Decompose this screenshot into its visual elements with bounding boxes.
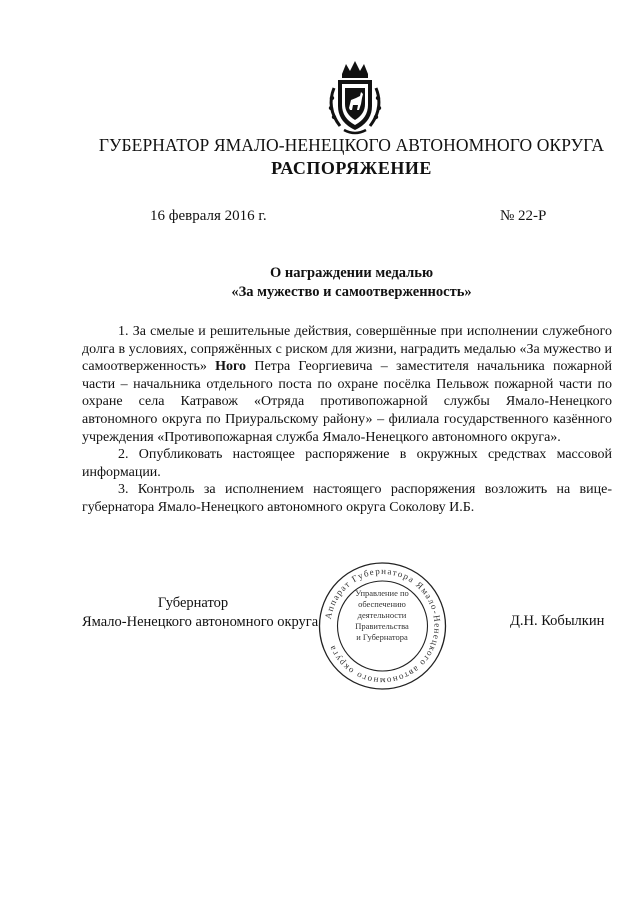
stamp-line-1: Управление по (355, 588, 409, 598)
signatory-title: Губернатор (157, 595, 229, 611)
paragraph-3: 3. Контроль за исполнением настоящего распоряжения возложить на вице-губернатора Ямало-Ненецкого автономного округа Соколову И.Б. (82, 482, 612, 515)
stamp-inner-text (340, 588, 424, 643)
stamp-ring-text: Аппарат Губернатора Ямало-Ненецкого автономного округа (322, 565, 443, 687)
document-type: РАСПОРЯЖЕНИЕ (271, 158, 432, 178)
subject-line-1: О награждении медалью (269, 265, 434, 281)
paragraph-1-text-b: Петра Георгиевича – заместителя начальника пожарной части – начальника отдельного поста по охране посёлка Пельвож пожарной части по охране села Катравож «Отряда противопожарной службы Ямало-Ненецкого автономного округа по Приуральскому району» – филиала государственного казённого учреждения «Противопожарная служба Ямало-Ненецкого автономного округа». (82, 359, 612, 445)
document-date: 16 февраля 2016 г. (150, 208, 267, 224)
stamp-line-4: Правительства (355, 621, 409, 631)
subject-line-2: «За мужество и самоотверженность» (231, 284, 472, 300)
paragraph-1 (82, 323, 612, 446)
signatory-block (82, 594, 332, 632)
stamp-line-5: и Губернатора (356, 632, 408, 642)
paragraph-1-text-a: 1. За смелые и решительные действия, совершённые при исполнении служебного долга в условиях, сопряжённых с риском для жизни, наградить медалью «За мужество и самоотверженность» (82, 324, 612, 375)
signatory-name: Д.Н. Кобылкин (510, 613, 605, 629)
stamp-line-3: деятельности (357, 610, 407, 620)
document-body (82, 323, 612, 517)
paragraph-2: 2. Опубликовать настоящее распоряжение в окружных средствах массовой информации. (82, 447, 612, 480)
document-subject (0, 264, 640, 302)
awardee-surname: Ного (215, 359, 247, 375)
stamp-line-2: обеспечению (358, 599, 406, 609)
signatory-region: Ямало-Ненецкого автономного округа (82, 614, 319, 630)
document-number: № 22-Р (500, 208, 547, 224)
coat-of-arms-icon (320, 58, 390, 138)
org-title: ГУБЕРНАТОР ЯМАЛО-НЕНЕЦКОГО АВТОНОМНОГО ОКРУГА (98, 135, 605, 155)
